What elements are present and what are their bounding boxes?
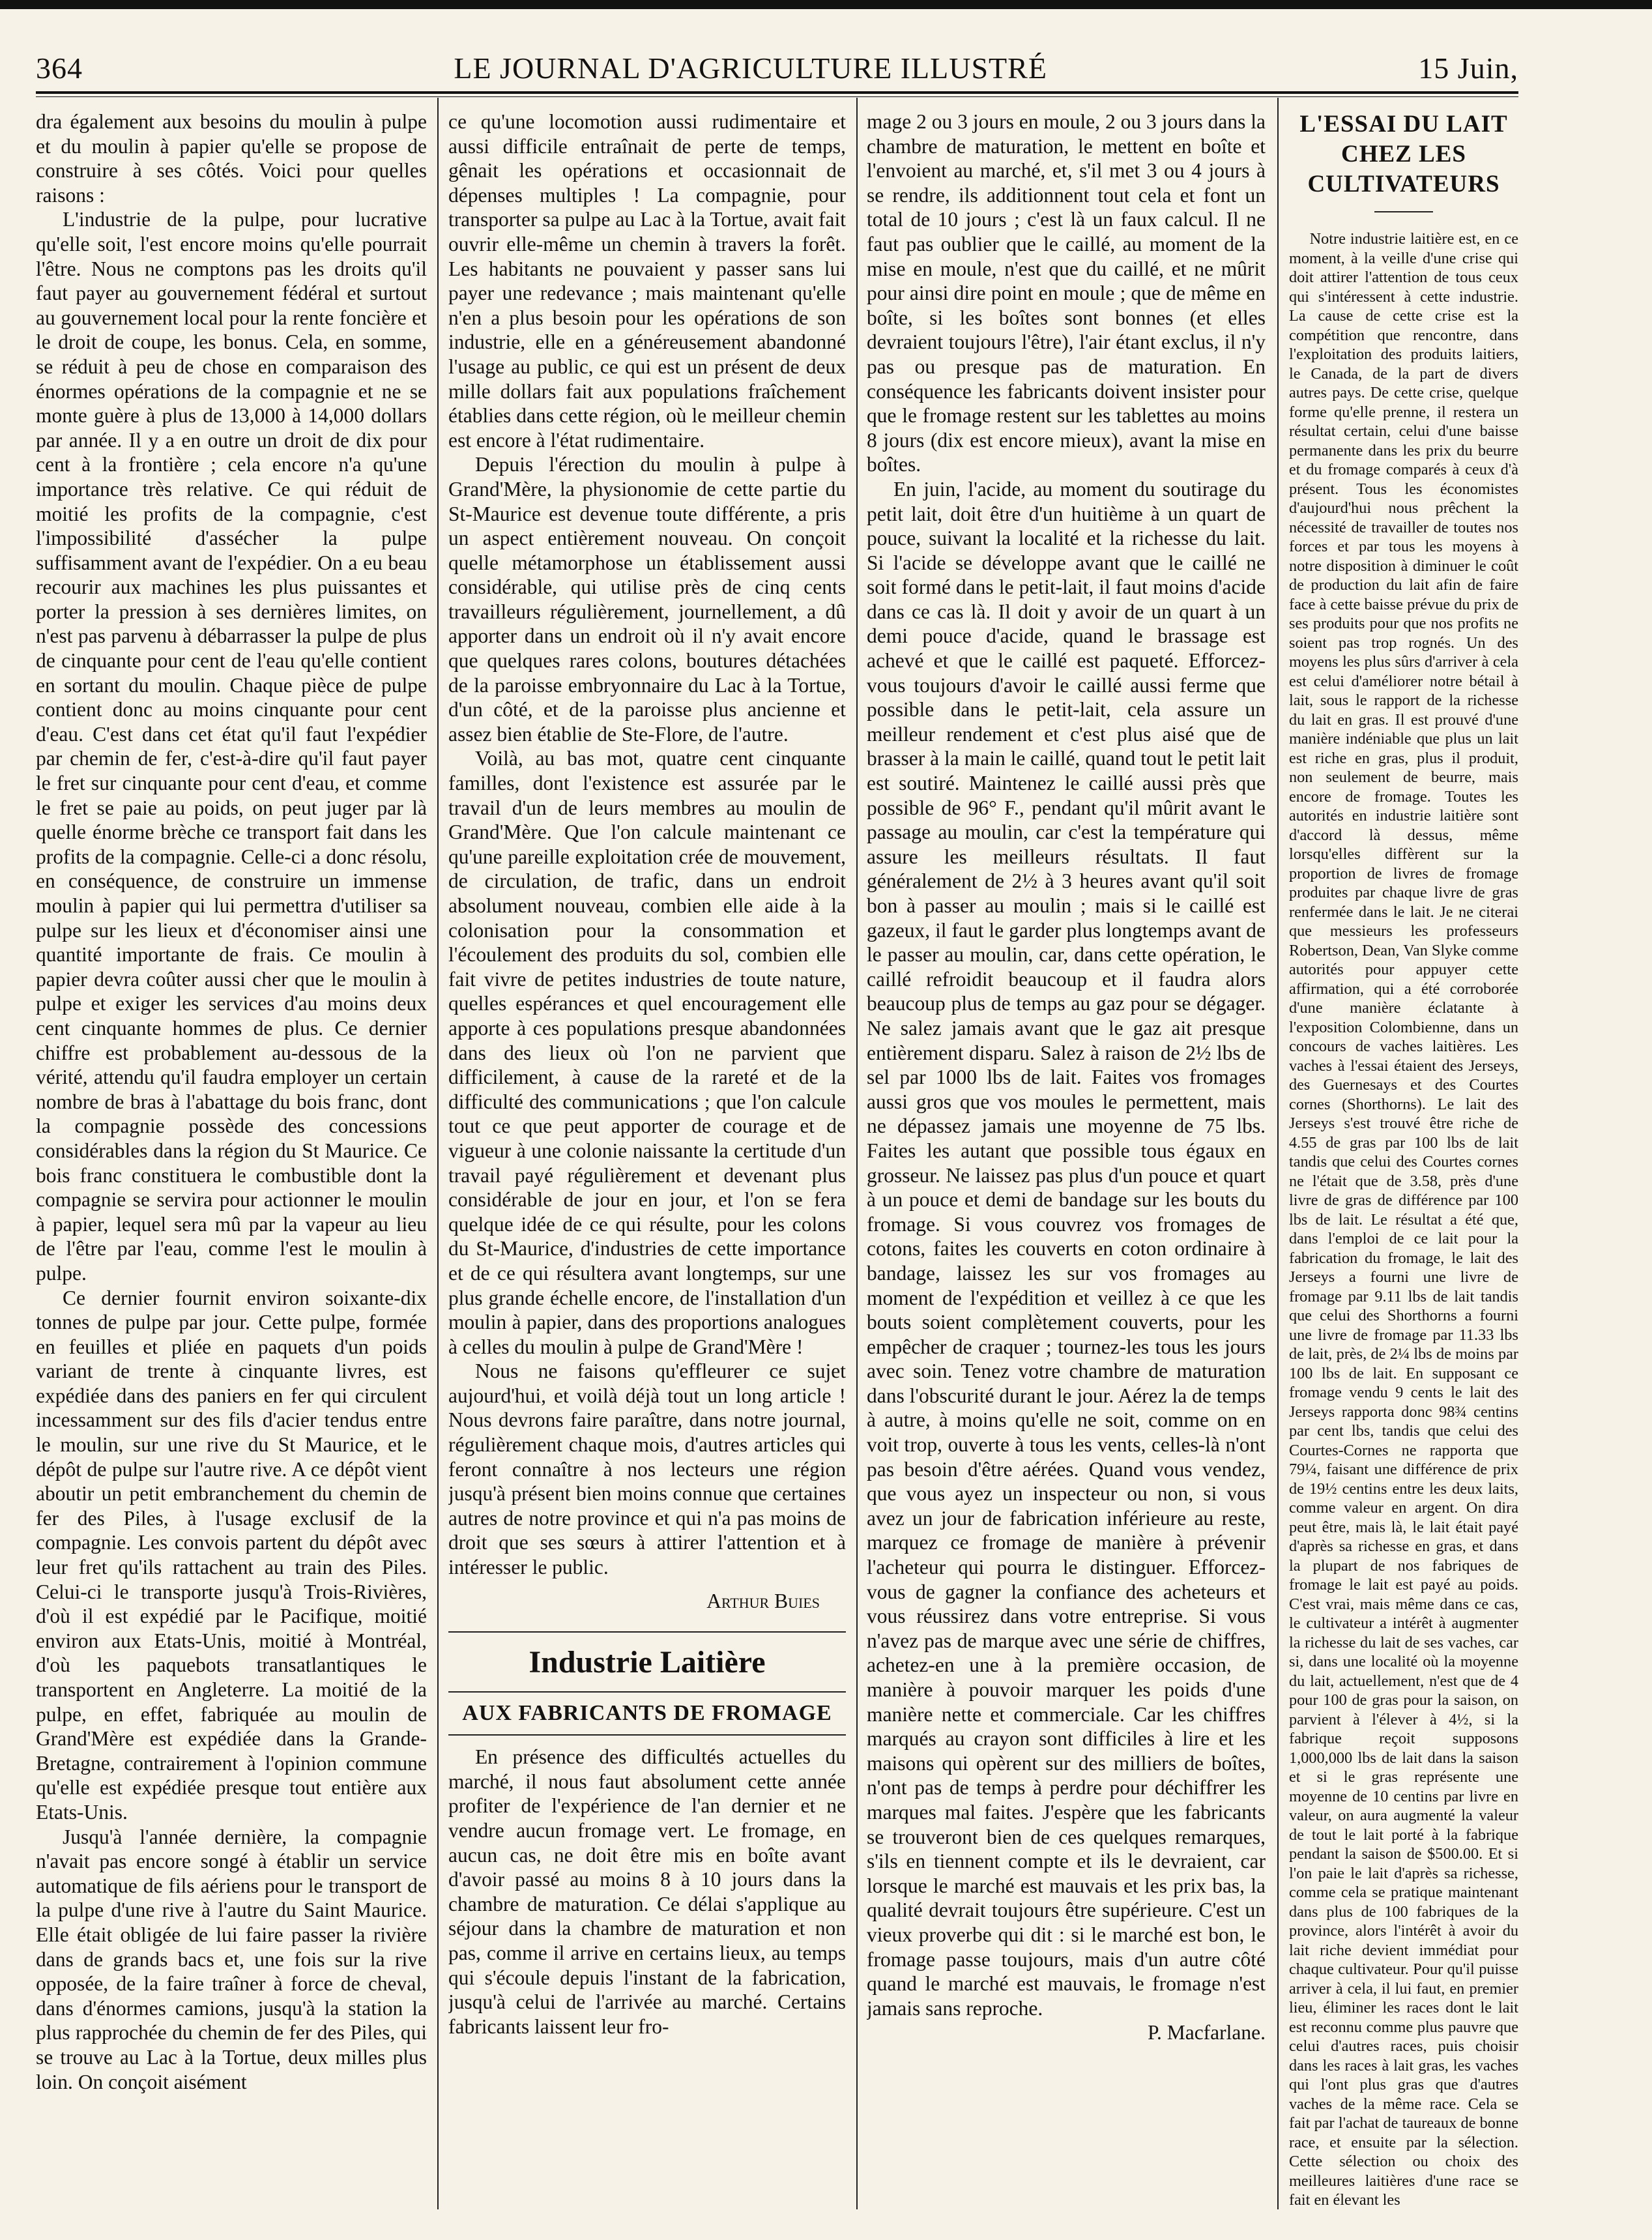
column-3 <box>867 109 1266 2215</box>
top-border <box>0 0 1652 9</box>
column-divider <box>856 98 858 2209</box>
paragraph: Ce dernier fournit environ soixante-dix tonnes de pulpe par jour. Cette pulpe, formée en feuilles et pliée en paquets d'un poids variant de trente à cinquante livres, est expédiée dans des paniers en fer qui circulent incessamment sur des fils d'acier tendus entre le moulin, sur une rive du St Maurice, et le dépôt de pulpe sur l'autre rive. A ce dépôt vient aboutir un petit embranchement du chemin de fer des Piles, à l'usage exclusif de la compagnie. Les convois partent du dépôt avec leur fret qu'ils rattachent au train des Piles. Celui-ci le transporte jusqu'à Trois-Rivières, d'où il est expédié par le Pacifique, moitié environ aux Etats-Unis, moitié à Montréal, d'où les paquebots transatlantiques le transportent en Angleterre. La moitié de la pulpe, en effet, fabriquée au moulin de Grand'Mère est expédiée dans la Grande-Bretagne, contrairement à l'opinion commune qu'elle est expédiée presque tout entière aux Etats-Unis. <box>36 1286 427 1824</box>
paragraph: mage 2 ou 3 jours en moule, 2 ou 3 jours dans la chambre de maturation, le mettent en boîte et l'envoient au marché, et, s'il met 3 ou 4 jours à se rendre, ils additionnent tout cela et font un total de 10 jours ; c'est là un faux calcul. Il ne faut pas oublier que le caillé, au moment de la mise en moule, n'est que du caillé, et ne mûrit pour ainsi dire point en moule ; que de même en boîte, si les boîtes sont bonnes (et elles devraient toujours l'être), l'air étant exclus, il n'y pas ou presque pas de maturation. En conséquence les fabricants doivent insister pour que le fromage restent sur les tablettes au moins 8 jours (dix est encore mieux), avant la mise en boîtes. <box>867 110 1266 476</box>
paragraph: Depuis l'érection du moulin à pulpe à Grand'Mère, la physionomie de cette partie du St-Maurice est devenue toute différente, a pris un aspect entièrement nouveau. On conçoit quelle métamorphose un établissement aussi considérable, qui utilise près de cinq cents travailleurs régulièrement, journellement, a dû apporter dans un endroit où il n'y avait encore que quelques rares colons, boutures détachées de la paroisse embryonnaire du Lac à la Tortue, d'un côté, et de la paroisse plus ancienne et assez bien établie de Ste-Flore, de l'autre. <box>448 453 846 746</box>
column-divider <box>437 98 439 2209</box>
header-rule-thin <box>36 96 1518 97</box>
paragraph: En juin, l'acide, au moment du soutirage du petit lait, doit être d'un huitième à un quart de pouce, suivant la localité et la richesse du lait. Si l'acide se développe avant que le caillé ne soit formé dans le petit-lait, il faut moins d'acide dans ce cas là. Il doit y avoir de un quart à un demi pouce d'acide, quand le brassage est achevé et que le caillé est paqueté. Efforcez-vous toujours d'avoir le caillé aussi ferme que possible dans le petit-lait, cela assure un meilleur rendement et c'est plus aisé que de brasser à la main le caillé, quand tout le petit lait est soutiré. Maintenez le caillé aussi près que possible de 96° F., pendant qu'il mûrit avant le passage au moulin, car c'est la température qui assure les meilleurs résultats. Il faut généralement de 2½ à 3 heures avant qu'il soit bon à passer au moulin ; mais si le caillé est gazeux, il faut le garder plus longtemps avant de le passer au moulin, car, dans cette opération, le caillé refroidit beaucoup et il faudra alors beaucoup plus de temps au gaz pour se dégager. Ne salez jamais avant que le gaz ait presque entièrement disparu. Salez à raison de 2½ lbs de sel par 1000 lbs de lait. Faites vos fromages aussi gros que vos moules le permettent, mais ne dépassez jamais une moyenne de 75 lbs. Faites les autant que possible tous égaux en grosseur. Ne laissez pas plus d'un pouce et quart à un pouce et demi de bandage sur les bouts du fromage. Si vous couvrez vos fromages de cotons, faites les couverts en coton ordinaire à bandage, laissez les sur vos fromages au moment de l'expédition et veillez à ce que les bouts soient complètement couverts, pour les empêcher de craquer ; tournez-les tous les jours avec soin. Tenez votre chambre de maturation dans l'obscurité durant le jour. Aérez la de temps à autre, à moins qu'elle ne soit, comme on en voit trop, ouverte à tous les vents, celles-là n'ont pas besoin d'être aérées. Quand vous vendez, que vous ayez un inspecteur ou non, si vous avez un jour de fabrication inférieure au reste, marquez ce fromage de manière à prévenir l'acheteur qui pourra le distinguer. Efforcez-vous de gagner la confiance des acheteurs et vous réussirez dans votre entreprise. Si vous n'avez pas de marque avec une série de chiffres, achetez-en une à la première occasion, de manière à pouvoir marquer les poids d'une manière nette et commerciale. Car les chiffres marqués au crayon sont difficiles à lire et les maisons qui opèrent sur des milliers de boîtes, n'ont pas de temps à perdre pour déchiffrer les marques mal faites. J'espère que les fabricants se trouveront bien de ces quelques remarques, s'ils en tiennent compte et ils le devraient, car lorsque le marché est mauvais et les prix bas, la qualité devrait toujours être supérieure. C'est un vieux proverbe qui dit : si le marché est bon, le fromage passe toujours, mais d'un autre côté quand le marché est mauvais, le fromage n'est jamais sans reproche. <box>867 477 1266 2020</box>
author-signature: Arthur Buies <box>706 1589 820 1612</box>
paragraph: L'industrie de la pulpe, pour lucrative qu'elle soit, l'est encore moins qu'elle pourrait l'être. Nous ne comptons pas les droits qu'il faut payer au gouvernement fédéral et surtout au gouvernement local pour la rente foncière et le droit de coupe, les bonus. Cela, en somme, se réduit à peu de chose en comparaison des énormes opérations de la compagnie et ne se monte guère à plus de 13,000 à 14,000 dollars par année. Il y a en outre un droit de dix pour cent à la frontière ; cela encore n'a qu'une importance très relative. Ce qui réduit de moitié les profits de la compagnie, c'est l'impossibilité d'assécher la pulpe suffisamment avant de l'expédier. On a eu beau recourir aux machines les plus puissantes et porter la pression à ses dernières limites, on n'est pas parvenu à débarrasser la pulpe de plus de cinquante pour cent de l'eau qu'elle contient en sortant du moulin. Chaque pièce de pulpe contient donc au moins cinquante pour cent d'eau. C'est dans cet état qu'il faut l'expédier par chemin de fer, c'est-à-dire qu'il faut payer le fret sur cinquante pour cent d'eau, et comme le fret se paie au poids, on peut juger par là quelle énorme brèche ce transport fait dans les profits de la compagnie. Celle-ci a donc résolu, en conséquence, de construire un immense moulin à papier qui lui permettra d'utiliser sa pulpe sur les lieux et d'économiser ainsi une quantité importante de frais. Ce moulin à papier devra coûter aussi cher que le moulin à pulpe et exiger les services d'au moins deux cent cinquante hommes de plus. Ce dernier chiffre est probablement au-dessous de la vérité, attendu qu'il faudra employer un certain nombre de bras à l'abattage du bois franc, dont la compagnie possède des concessions considérables dans la région du St Maurice. Ce bois franc constituera le combustible dont la compagnie se servira pour actionner le moulin à papier, lequel sera mû par la vapeur au lieu de l'être par l'eau, comme l'est le moulin à pulpe. <box>36 208 427 1285</box>
issue-date: 15 Juin, <box>1418 51 1518 85</box>
rubric-box <box>448 1631 846 1693</box>
column-4 <box>1289 109 1518 2215</box>
paragraph: En présence des difficultés actuelles du marché, il nous faut absolument cette année profiter de l'expérience de l'an dernier et ne vendre aucun fromage vert. Le fromage, en aucun cas, ne doit être mis en boîte avant d'avoir passé au moins 8 à 10 jours dans la chambre de maturation. Ce délai s'applique au séjour dans la chambre de maturation et non pas, comme il arrive en certains lieux, au temps qui s'écoule depuis l'instant de la fabrication, jusqu'à celui de l'arrivée au marché. Certains fabricants laissent leur fro- <box>448 1745 846 2038</box>
paragraph: ce qu'une locomotion aussi rudimentaire et aussi difficile entraînait de perte de temps, gênait les opérations et occasionnait de dépenses multiples ! La compagnie, pour transporter sa pulpe au Lac à la Tortue, avait fait ouvrir elle-même un chemin à travers la forêt. Les habitants ne pouvaient y passer sans lui payer une redevance ; mais maintenant qu'elle n'en a plus besoin pour les opérations de son industrie, elle en a généreusement abandonné l'usage au public, ce qui est un présent de deux mille dollars fait aux populations fraîchement établies dans cette région, où le meilleur chemin est encore à l'état rudimentaire. <box>448 110 846 452</box>
article-headline: L'ESSAI DU LAIT CHEZ LES CULTIVATEURS <box>1299 111 1508 197</box>
column-divider <box>1277 98 1279 2209</box>
paragraph: Nous ne faisons qu'effleurer ce sujet aujourd'hui, et voilà déjà tout un long article ! Nous devrons faire paraître, dans notre journal, régulièrement chaque mois, d'autres articles qui feront connaître à nos lecteurs une région jusqu'à présent bien moins connue que certaines autres de notre province et qui n'a pas moins de droit que ses sœurs à attirer l'attention et à intéresser le public. <box>448 1360 846 1579</box>
author-signature: P. Macfarlane. <box>1147 2021 1266 2044</box>
journal-title: LE JOURNAL D'AGRICULTURE ILLUSTRÉ <box>454 51 1047 85</box>
column-2 <box>448 109 846 2215</box>
section-rubric: Industrie Laitière <box>529 1645 766 1680</box>
page-number: 364 <box>36 51 83 85</box>
paragraph: Jusqu'à l'année dernière, la compagnie n'avait pas encore songé à établir un service automatique de fils aériens pour le transport de la pulpe d'une rive à l'autre du Saint Maurice. Elle était obligée de lui faire passer la rivière dans de grands bacs et, une fois sur la rive opposée, de la faire traîner à force de cheval, dans d'énormes camions, jusqu'à la station la plus rapprochée du chemin de fer des Piles, qui se trouve au Lac à la Tortue, deux milles plus loin. On conçoit aisément <box>36 1825 427 2093</box>
header-rule-thick <box>36 91 1518 94</box>
paragraph: Voilà, au bas mot, quatre cent cinquante familles, dont l'existence est assurée par le travail d'un de leurs membres au moulin de Grand'Mère. Que l'on calcule maintenant ce qu'une pareille exploitation crée de mouvement, de circulation, de trafic, dans un endroit absolument nouveau, combien elle aide à la colonisation pour la consommation et l'écoulement des produits du sol, combien elle fait vivre de petites industries de toute nature, quelles espérances et quel encouragement elle apporte à ces populations presque abandonnées dans des lieux où l'on ne parvient que difficilement, à cause de la rareté et de la difficulté des communications ; que l'on calcule tout ce que peut apporter de courage et de vigueur à une colonie naissante la certitude d'un travail payé régulièrement et devenant plus considérable de jour en jour, et l'on se fera quelque idée de ce qui résulte, pour les colons du St-Maurice, d'industries de cette importance et de ce qui résultera avant longtemps, sur une plus grande échelle encore, de l'installation d'un moulin à papier, dans des proportions analogues à celles du moulin à pulpe de Grand'Mère ! <box>448 747 846 1358</box>
headline-rule <box>1374 211 1433 212</box>
paragraph: dra également aux besoins du moulin à pulpe et du moulin à papier qu'elle se propose de construire à ses côtés. Voici pour quelles raisons : <box>36 110 427 207</box>
page-header <box>36 47 1518 89</box>
column-1 <box>36 109 427 2215</box>
article-subheading: AUX FABRICANTS DE FROMAGE <box>448 1693 846 1736</box>
paragraph: Notre industrie laitière est, en ce moment, à la veille d'une crise qui doit attirer l'attention de tous ceux qui s'intéressent à cette industrie. La cause de cette crise est la compétition que rencontre, dans l'exploitation des produits laitiers, le Canada, de la part de divers autres pays. De cette crise, quelque forme qu'elle prenne, il restera un résultat certain, celui d'une baisse permanente dans les prix du beurre et du fromage comparés à ceux d'à présent. Tous les économistes d'aujourd'hui nous prêchent la nécessité de travailler de toutes nos forces et par tous les moyens à notre disposition à diminuer le coût de production du lait afin de faire face à cette baisse prévue du prix de ses produits pour que nos profits ne soient pas trop rognés. Un des moyens les plus sûrs d'arriver à cela est celui d'améliorer notre bétail à lait, sous le rapport de la richesse du lait en gras. Il est prouvé d'une manière indéniable que plus un lait est riche en gras, plus il produit, non seulement de beurre, mais encore de fromage. Toutes les autorités en industrie laitière sont d'accord là dessus, même lorsqu'elles diffèrent sur la proportion de livres de fromage produites par chaque livre de gras renfermée dans le lait. Je ne citerai que messieurs les professeurs Robertson, Dean, Van Slyke comme autorités pour appuyer cette affirmation, qui a été corroborée d'une manière éclatante à l'exposition Colombienne, dans un concours de vaches laitières. Les vaches à l'essai étaient des Jerseys, des Guernesays et des Courtes cornes (Shorthorns). Le lait des Jerseys s'est trouvé être riche de 4.55 de gras par 100 lbs de lait tandis que celui des Courtes cornes ne l'était que de 3.58, près d'une livre de gras de différence par 100 lbs de lait. Le résultat a été que, dans l'emploi de ce lait pour la fabrication du fromage, le lait des Jerseys a fourni une livre de fromage par 9.11 lbs de lait tandis que celui des Shorthorns a fourni une livre de fromage par 11.33 lbs de lait, près, de 2¼ lbs de moins par 100 lbs de lait. En supposant ce fromage vendu 9 cents le lait des Jerseys rapporta donc 98¾ centins par cent lbs, tandis que celui des Courtes-Cornes ne rapporta que 79¼, faisant une différence de prix de 19½ centins entre les deux laits, comme valeur en argent. On dira peut être, mais là, le lait était payé d'après sa richesse en gras, et dans la plupart de nos fabriques de fromage le lait est payé au poids. C'est vrai, mais même dans ce cas, le cultivateur a intérêt à augmenter la richesse du lait de ses vaches, car si, dans une localité où la moyenne du lait, actuellement, n'est que de 4 pour 100 de gras pour la saison, on parvient à l'élever à 4½, si la fabrique reçoit supposons 1,000,000 lbs de lait dans la saison et si le gras représente une moyenne de 10 centins par livre en valeur, on aura augmenté la valeur de tout le lait porté à la fabrique pendant la saison de $500.00. Et si l'on paie le lait d'après sa richesse, comme cela se pratique maintenant dans plus de 100 fabriques de la province, alors l'intérêt à avoir du lait riche devient immédiat pour chaque cultivateur. Pour qu'il puisse arriver à cela, il lui faut, en premier lieu, éliminer les races dont le lait est reconnu comme plus pauvre que celui d'autres races, puis choisir dans les races à lait gras, les vaches qui l'ont plus gras que d'autres vaches de la même race. Cela se fait par l'achat de taureaux de bonne race, et ensuite par la sélection. Cette sélection ou choix des meilleures laitières d'une race se fait en élevant les <box>1289 230 1518 2209</box>
